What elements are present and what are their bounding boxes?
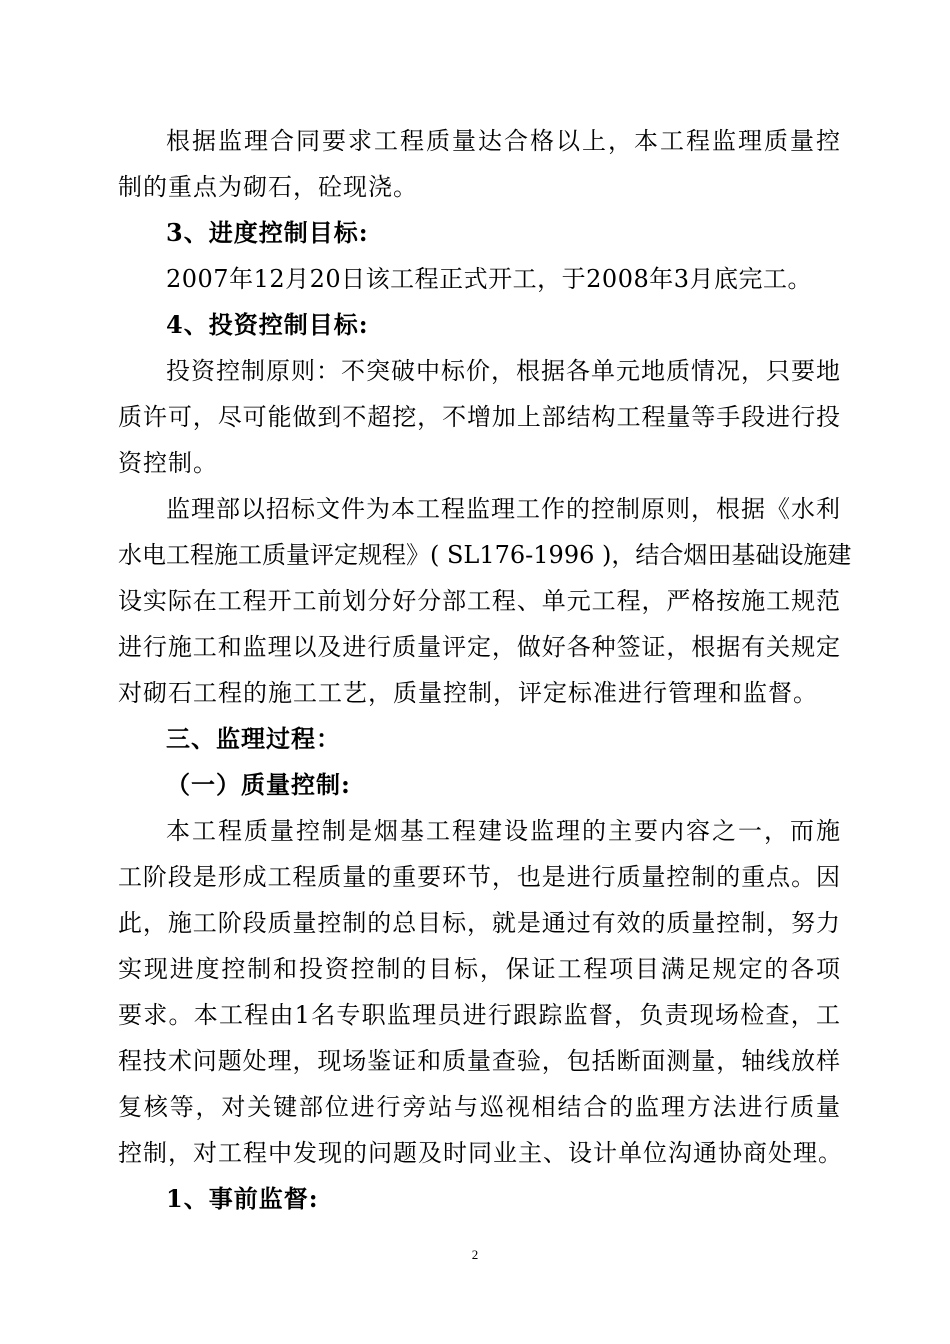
paragraph-line: 监理部以招标文件为本工程监理工作的控制原则，根据《水利 — [166, 495, 840, 523]
paragraph-line: 制的重点为砌石，砼现浇。 — [118, 173, 418, 201]
section-heading: （一）质量控制: — [166, 770, 351, 799]
paragraph-line: 根据监理合同要求工程质量达合格以上，本工程监理质量控 — [166, 127, 840, 155]
paragraph-line: 资控制。 — [118, 449, 218, 477]
paragraph-line: 水电工程施工质量评定规程》( SL176-1996 )，结合烟田基础设施建 — [118, 541, 852, 569]
paragraph-line: 程技术问题处理，现场鉴证和质量查验，包括断面测量，轴线放样 — [118, 1047, 840, 1075]
paragraph-line: 复核等，对关键部位进行旁站与巡视相结合的监理方法进行质量 — [118, 1093, 840, 1121]
paragraph-line: 工阶段是形成工程质量的重要环节，也是进行质量控制的重点。因 — [118, 863, 840, 891]
paragraph-line: 设实际在工程开工前划分好分部工程、单元工程，严格按施工规范 — [118, 587, 840, 615]
paragraph-line: 2007年12月20日该工程正式开工，于2008年3月底完工。 — [166, 265, 813, 293]
section-heading: 三、监理过程： — [166, 724, 341, 753]
paragraph-line: 此，施工阶段质量控制的总目标，就是通过有效的质量控制，努力 — [118, 909, 840, 937]
paragraph-line: 要求。本工程由1名专职监理员进行跟踪监督，负责现场检查，工 — [118, 1001, 840, 1029]
document-body — [118, 118, 852, 1222]
section-heading: 1、事前监督: — [166, 1184, 319, 1213]
paragraph-line: 质许可，尽可能做到不超挖，不增加上部结构工程量等手段进行投 — [118, 403, 840, 431]
page-number: 2 — [471, 1247, 479, 1262]
paragraph-line: 实现进度控制和投资控制的目标，保证工程项目满足规定的各项 — [118, 955, 840, 983]
section-heading: 4、投资控制目标: — [166, 310, 369, 339]
paragraph-line: 进行施工和监理以及进行质量评定，做好各种签证，根据有关规定 — [118, 633, 840, 661]
section-heading: 3、进度控制目标: — [166, 218, 369, 247]
paragraph-line: 控制，对工程中发现的问题及时同业主、设计单位沟通协商处理。 — [118, 1139, 843, 1167]
paragraph-line: 本工程质量控制是烟基工程建设监理的主要内容之一，而施 — [166, 817, 840, 845]
paragraph-line: 对砌石工程的施工工艺，质量控制，评定标准进行管理和监督。 — [118, 679, 818, 707]
paragraph-line: 投资控制原则：不突破中标价，根据各单元地质情况，只要地 — [166, 357, 840, 385]
